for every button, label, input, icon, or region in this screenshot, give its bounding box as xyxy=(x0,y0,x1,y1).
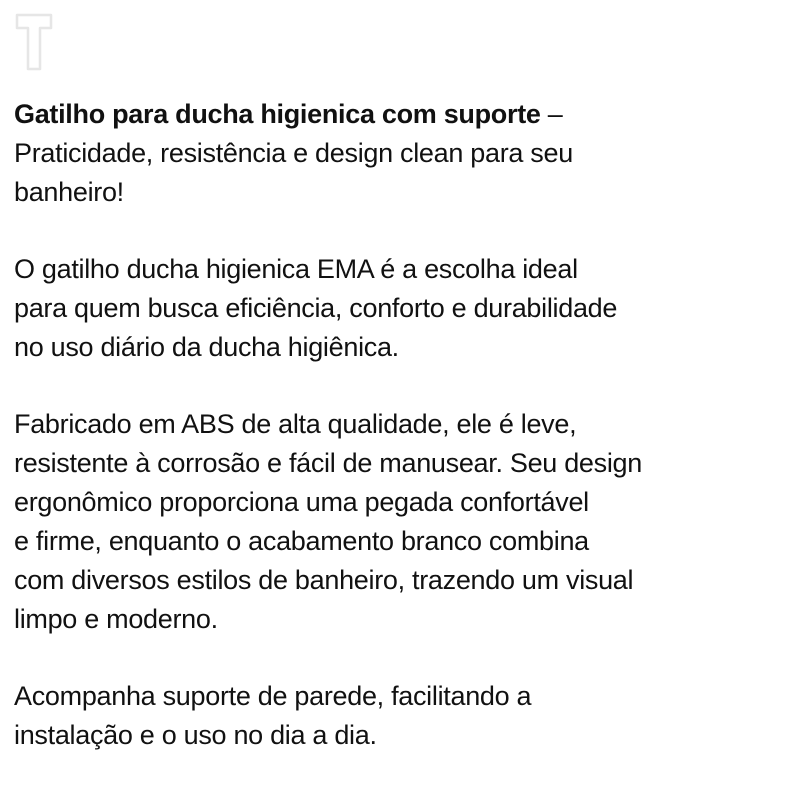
paragraph-intro xyxy=(14,250,790,367)
headline-line-3: banheiro! xyxy=(14,177,124,207)
paragraph-line: instalação e o uso no dia a dia. xyxy=(14,720,377,750)
headline-line-1 xyxy=(14,95,790,134)
paragraph-line: limpo e moderno. xyxy=(14,604,218,634)
paragraph-line: Acompanha suporte de parede, facilitando a xyxy=(14,681,532,711)
headline-dash: – xyxy=(540,99,563,129)
paragraph-line: e firme, enquanto o acabamento branco combina xyxy=(14,526,589,556)
paragraph-line: para quem busca eficiência, conforto e durabilidade xyxy=(14,293,618,323)
t-logo-icon xyxy=(14,12,54,72)
headline-line-2: Praticidade, resistência e design clean para seu xyxy=(14,138,573,168)
paragraph-line: Fabricado em ABS de alta qualidade, ele é leve, xyxy=(14,409,577,439)
headline xyxy=(14,95,790,212)
paragraph-line: O gatilho ducha higienica EMA é a escolha ideal xyxy=(14,254,578,284)
product-description xyxy=(14,95,790,793)
paragraph-line: com diversos estilos de banheiro, trazendo um visual xyxy=(14,565,634,595)
paragraph-line: no uso diário da ducha higiênica. xyxy=(14,332,399,362)
paragraph-accessory xyxy=(14,677,790,755)
paragraph-line: resistente à corrosão e fácil de manusear. Seu design xyxy=(14,448,642,478)
paragraph-material xyxy=(14,405,790,639)
headline-strong-text: Gatilho para ducha higienica com suporte xyxy=(14,99,541,129)
paragraph-line: ergonômico proporciona uma pegada confortável xyxy=(14,487,589,517)
